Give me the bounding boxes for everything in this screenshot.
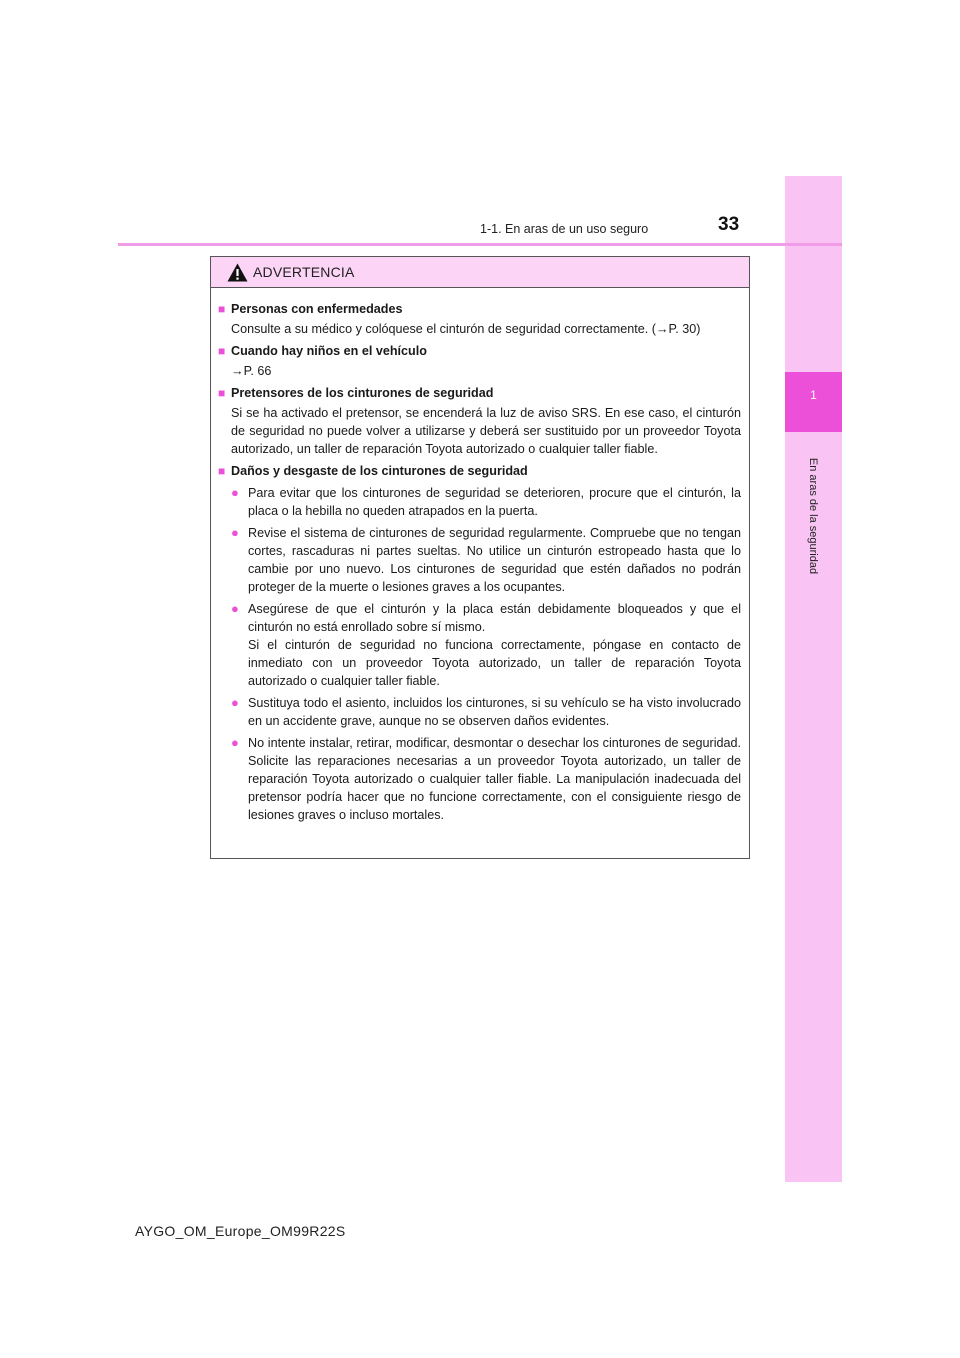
section-title: 1-1. En aras de un uso seguro <box>480 222 649 236</box>
section-text: →P. 66 <box>231 364 272 378</box>
warning-box <box>210 256 750 859</box>
section-text: Si se ha activado el pretensor, se encenderá la luz de aviso SRS. En ese caso, el cinturón de seguridad no puede volver a utilizarse y deberá ser sustituido por un proveedor Toyota autorizado, un taller de reparación Toyota autorizado o cualquier taller fiable. <box>231 406 741 456</box>
document-code: AYGO_OM_Europe_OM99R22S <box>135 1223 346 1239</box>
list-item-text: Si el cinturón de seguridad no funciona correctamente, póngase en contacto de inmediato con un proveedor Toyota autorizado, un taller de reparación Toyota autorizado o cualquier taller fiable. <box>248 638 741 688</box>
square-bullet-icon: ■ <box>218 302 226 316</box>
section-heading: ■ Personas con enfermedades <box>218 302 403 316</box>
warning-title: ADVERTENCIA <box>253 264 355 280</box>
square-bullet-icon: ■ <box>218 464 226 478</box>
chapter-label: En aras de la seguridad <box>807 457 819 575</box>
chapter-tab-active[interactable] <box>785 372 842 432</box>
list-item-text: Asegúrese de que el cinturón y la placa están debidamente bloqueados y que el cinturón no está enrollado sobre sí mismo. <box>248 602 741 634</box>
warning-triangle-icon <box>227 263 248 282</box>
chapter-number: 1 <box>810 388 817 402</box>
warning-header <box>211 257 749 288</box>
chapter-tab-strip <box>785 176 842 1182</box>
header-rule <box>118 243 842 246</box>
round-bullet-icon: ● <box>231 485 239 500</box>
round-bullet-icon: ● <box>231 735 239 750</box>
list-item: ● Para evitar que los cinturones de seguridad se deterioren, procure que el cinturón, la placa o la hebilla no queden atrapados en la puerta. <box>231 485 741 518</box>
square-bullet-icon: ■ <box>218 344 226 358</box>
section-heading: ■ Daños y desgaste de los cinturones de seguridad <box>218 464 528 478</box>
square-bullet-icon: ■ <box>218 386 226 400</box>
section-heading: ■ Cuando hay niños en el vehículo <box>218 344 427 358</box>
warning-body <box>211 288 749 824</box>
list-item: ● No intente instalar, retirar, modificar, desmontar o desechar los cinturones de seguridad. Solicite las reparaciones necesarias a un proveedor Toyota autorizado, un taller de reparación Toyota autorizado o cualquier taller fiable. La manipulación inadecuada del pretensor podría hacer que no funcione correctamente, con el consiguiente riesgo de lesiones graves o incluso mortales. <box>231 735 741 822</box>
round-bullet-icon: ● <box>231 695 239 710</box>
round-bullet-icon: ● <box>231 525 239 540</box>
list-item: ● Sustituya todo el asiento, incluidos los cinturones, si su vehículo se ha visto involucrado en un accidente grave, aunque no se observen daños evidentes. <box>231 695 741 728</box>
section-text: Consulte a su médico y colóquese el cinturón de seguridad correctamente. (→P. 30) <box>231 322 701 336</box>
list-item: ● Revise el sistema de cinturones de seguridad regularmente. Compruebe que no tengan cortes, rascaduras ni partes sueltas. No utilice un cinturón estropeado hasta que lo cambie por uno nuevo. Los cinturones de seguridad que estén dañados no podrán proteger de la muerte o lesiones graves a los ocupantes. <box>231 525 741 594</box>
section-heading: ■ Pretensores de los cinturones de seguridad <box>218 386 494 400</box>
list-item <box>218 600 741 690</box>
page-number: 33 <box>718 214 740 235</box>
round-bullet-icon: ● <box>231 601 239 616</box>
